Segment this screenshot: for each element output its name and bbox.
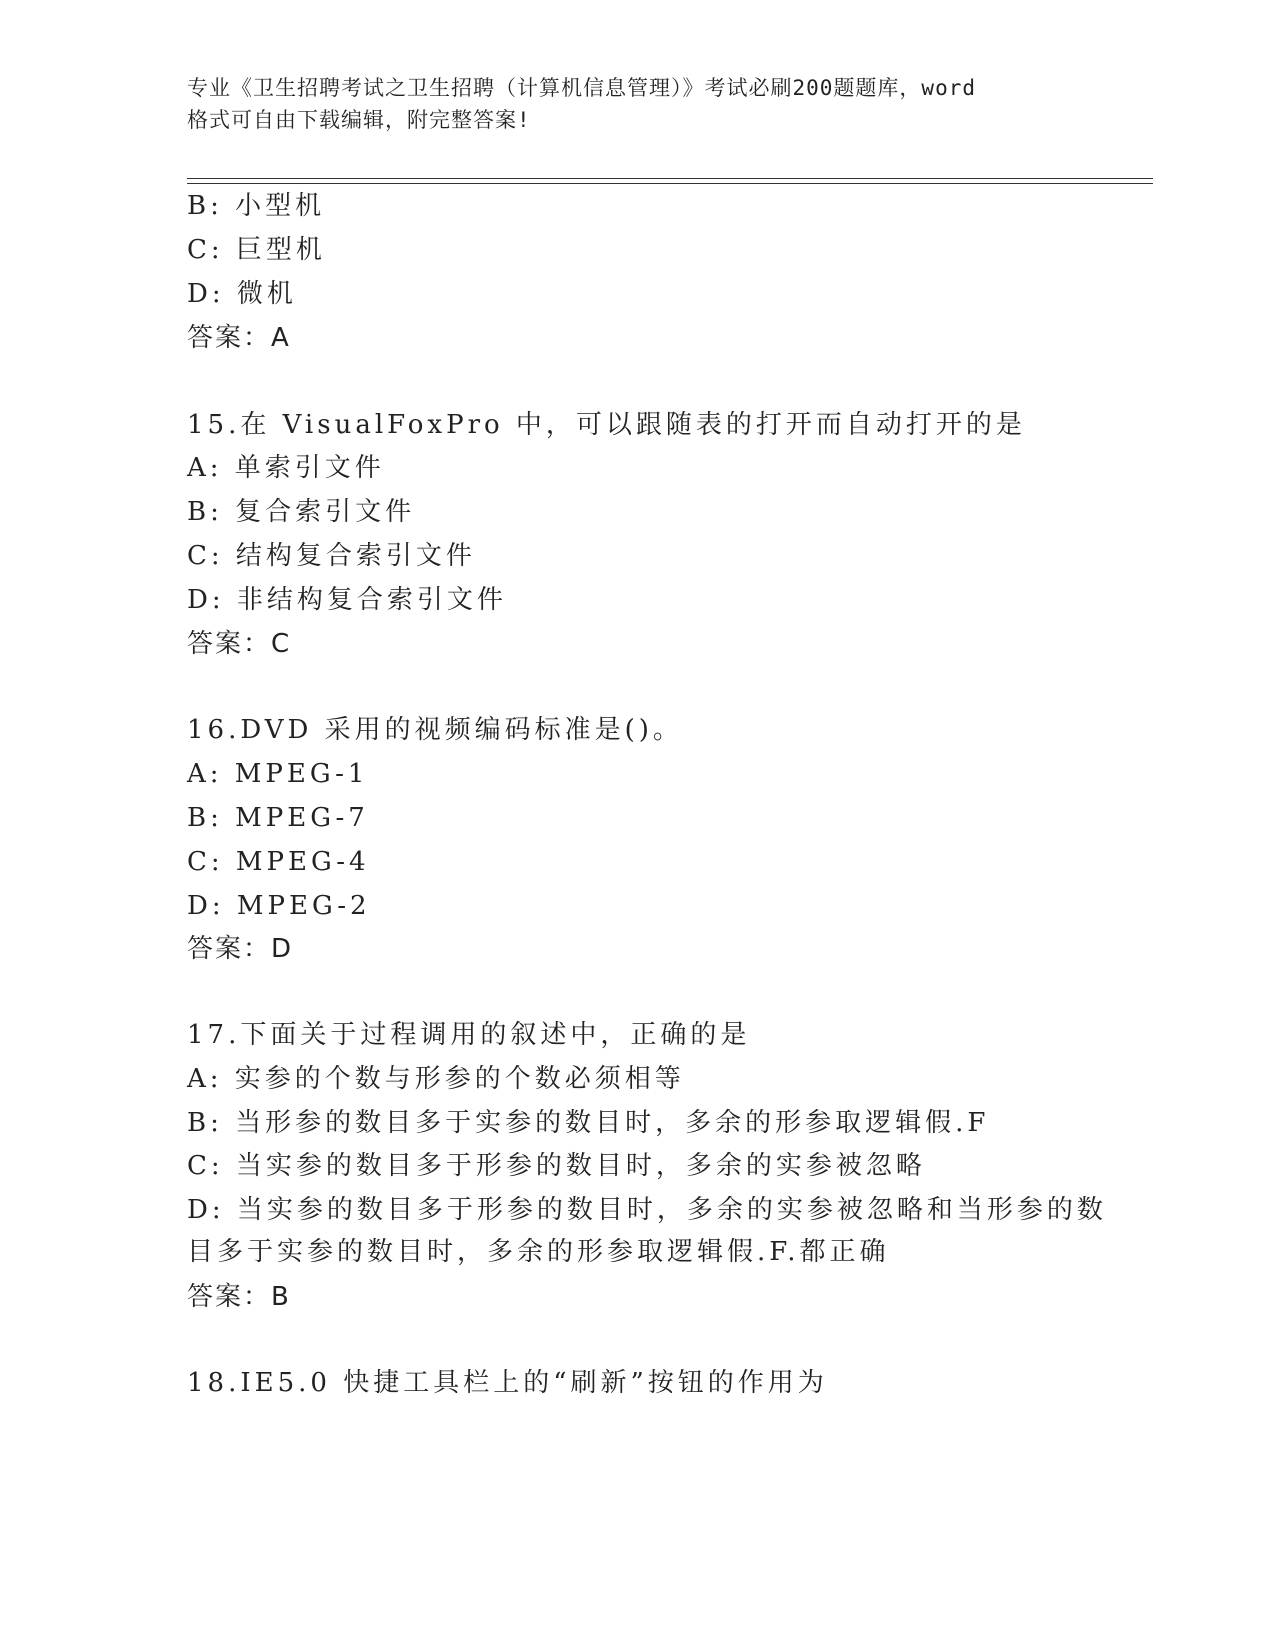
q15-option-b: B: 复合索引文件	[187, 497, 416, 527]
header-divider-top	[187, 178, 1153, 179]
q15-option-a: A: 单索引文件	[187, 453, 385, 483]
q18-question: 18.IE5.0 快捷工具栏上的“刷新”按钮的作用为	[187, 1368, 828, 1398]
q14-option-c: C: 巨型机	[187, 235, 326, 265]
q17-option-b: B: 当形参的数目多于实参的数目时，多余的形参取逻辑假.F	[187, 1108, 990, 1138]
q17-option-c: C: 当实参的数目多于形参的数目时，多余的实参被忽略	[187, 1151, 926, 1181]
q17-question: 17.下面关于过程调用的叙述中，正确的是	[187, 1020, 751, 1050]
q15-question: 15.在 VisualFoxPro 中，可以跟随表的打开而自动打开的是	[187, 410, 1026, 440]
document-header	[187, 72, 1087, 136]
q14-answer: 答案：A	[187, 323, 291, 353]
q14-option-d: D: 微机	[187, 279, 297, 309]
header-line-1: 专业《卫生招聘考试之卫生招聘（计算机信息管理）》考试必刷200题题库，word	[187, 76, 976, 100]
q16-option-d: D: MPEG-2	[187, 891, 371, 921]
q17-answer: 答案：B	[187, 1282, 291, 1312]
header-divider-bottom	[187, 183, 1153, 184]
header-line-2: 格式可自由下载编辑，附完整答案!	[187, 108, 531, 132]
q14-option-b: B: 小型机	[187, 191, 326, 221]
q15-option-d: D: 非结构复合索引文件	[187, 585, 507, 615]
q16-option-a: A: MPEG-1	[187, 759, 369, 789]
q15-option-c: C: 结构复合索引文件	[187, 541, 476, 571]
q16-question: 16.DVD 采用的视频编码标准是()。	[187, 715, 683, 745]
q16-option-b: B: MPEG-7	[187, 803, 369, 833]
q16-option-c: C: MPEG-4	[187, 847, 370, 877]
q17-option-d-line-1: D: 当实参的数目多于形参的数目时，多余的实参被忽略和当形参的数	[187, 1195, 1107, 1225]
q17-option-d-line-2: 目多于实参的数目时，多余的形参取逻辑假.F.都正确	[187, 1237, 890, 1267]
q15-answer: 答案：C	[187, 629, 292, 659]
q17-option-a: A: 实参的个数与形参的个数必须相等	[187, 1064, 685, 1094]
q16-answer: 答案：D	[187, 934, 294, 964]
